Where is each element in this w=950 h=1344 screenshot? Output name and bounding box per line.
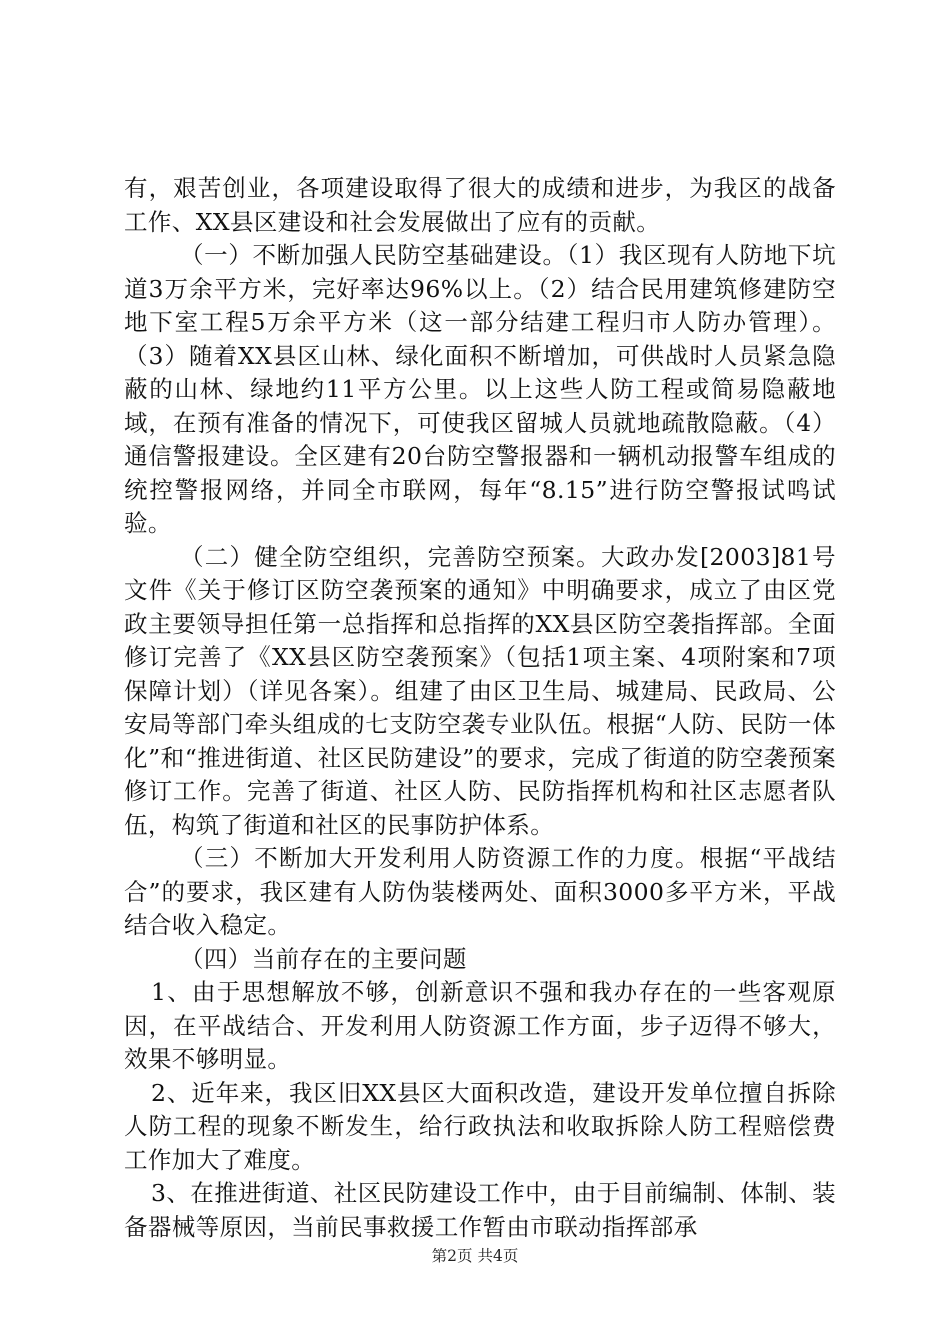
- paragraph-section-3: （三）不断加大开发利用人防资源工作的力度。根据“平战结合”的要求，我区建有人防伪装楼两处、面积3000多平方米，平战结合收入稳定。: [124, 844, 836, 939]
- paragraph-issue-3: 3、在推进街道、社区民防建设工作中，由于目前编制、体制、装备器械等原因，当前民事救援工作暂由市联动指挥部承: [124, 1179, 836, 1241]
- paragraph-section-2: （二）健全防空组织，完善防空预案。大政办发[2003]81号文件《关于修订区防空袭预案的通知》中明确要求，成立了由区党政主要领导担任第一总指挥和总指挥的XX县区防空袭指挥部。全面修订完善了《XX县区防空袭预案》（包括1项主案、4项附案和7项保障计划）（详见各案）。组建了由区卫生局、城建局、民政局、公安局等部门牵头组成的七支防空袭专业队伍。根据“人防、民防一体化”和“推进街道、社区民防建设”的要求，完成了街道的防空袭预案修订工作。完善了街道、社区人防、民防指挥机构和社区志愿者队伍，构筑了街道和社区的民事防护体系。: [124, 542, 836, 839]
- page-number-footer: 第2页 共4页: [431, 1247, 519, 1265]
- document-body: [124, 172, 836, 1244]
- paragraph-intro-continuation: 有，艰苦创业，各项建设取得了很大的成绩和进步，为我区的战备工作、XX县区建设和社会发展做出了应有的贡献。: [124, 174, 836, 236]
- paragraph-issue-2: 2、近年来，我区旧XX县区大面积改造，建设开发单位擅自拆除人防工程的现象不断发生，给行政执法和收取拆除人防工程赔偿费工作加大了难度。: [124, 1078, 836, 1174]
- paragraph-section-1: （一）不断加强人民防空基础建设。（1）我区现有人防地下坑道3万余平方米，完好率达96%以上。（2）结合民用建筑修建防空地下室工程5万余平方米（这一部分结建工程归市人防办管理）。（3）随着XX县区山林、绿化面积不断增加，可供战时人员紧急隐蔽的山林、绿地约11平方公里。以上这些人防工程或简易隐蔽地域，在预有准备的情况下，可使我区留城人员就地疏散隐蔽。（4）通信警报建设。全区建有20台防空警报器和一辆机动报警车组成的统控警报网络，并同全市联网，每年“8.15”进行防空警报试鸣试验。: [124, 241, 836, 537]
- paragraph-issue-1: 1、由于思想解放不够，创新意识不强和我办存在的一些客观原因，在平战结合、开发利用人防资源工作方面，步子迈得不够大，效果不够明显。: [124, 978, 836, 1073]
- paragraph-section-4-heading: （四）当前存在的主要问题: [180, 944, 467, 973]
